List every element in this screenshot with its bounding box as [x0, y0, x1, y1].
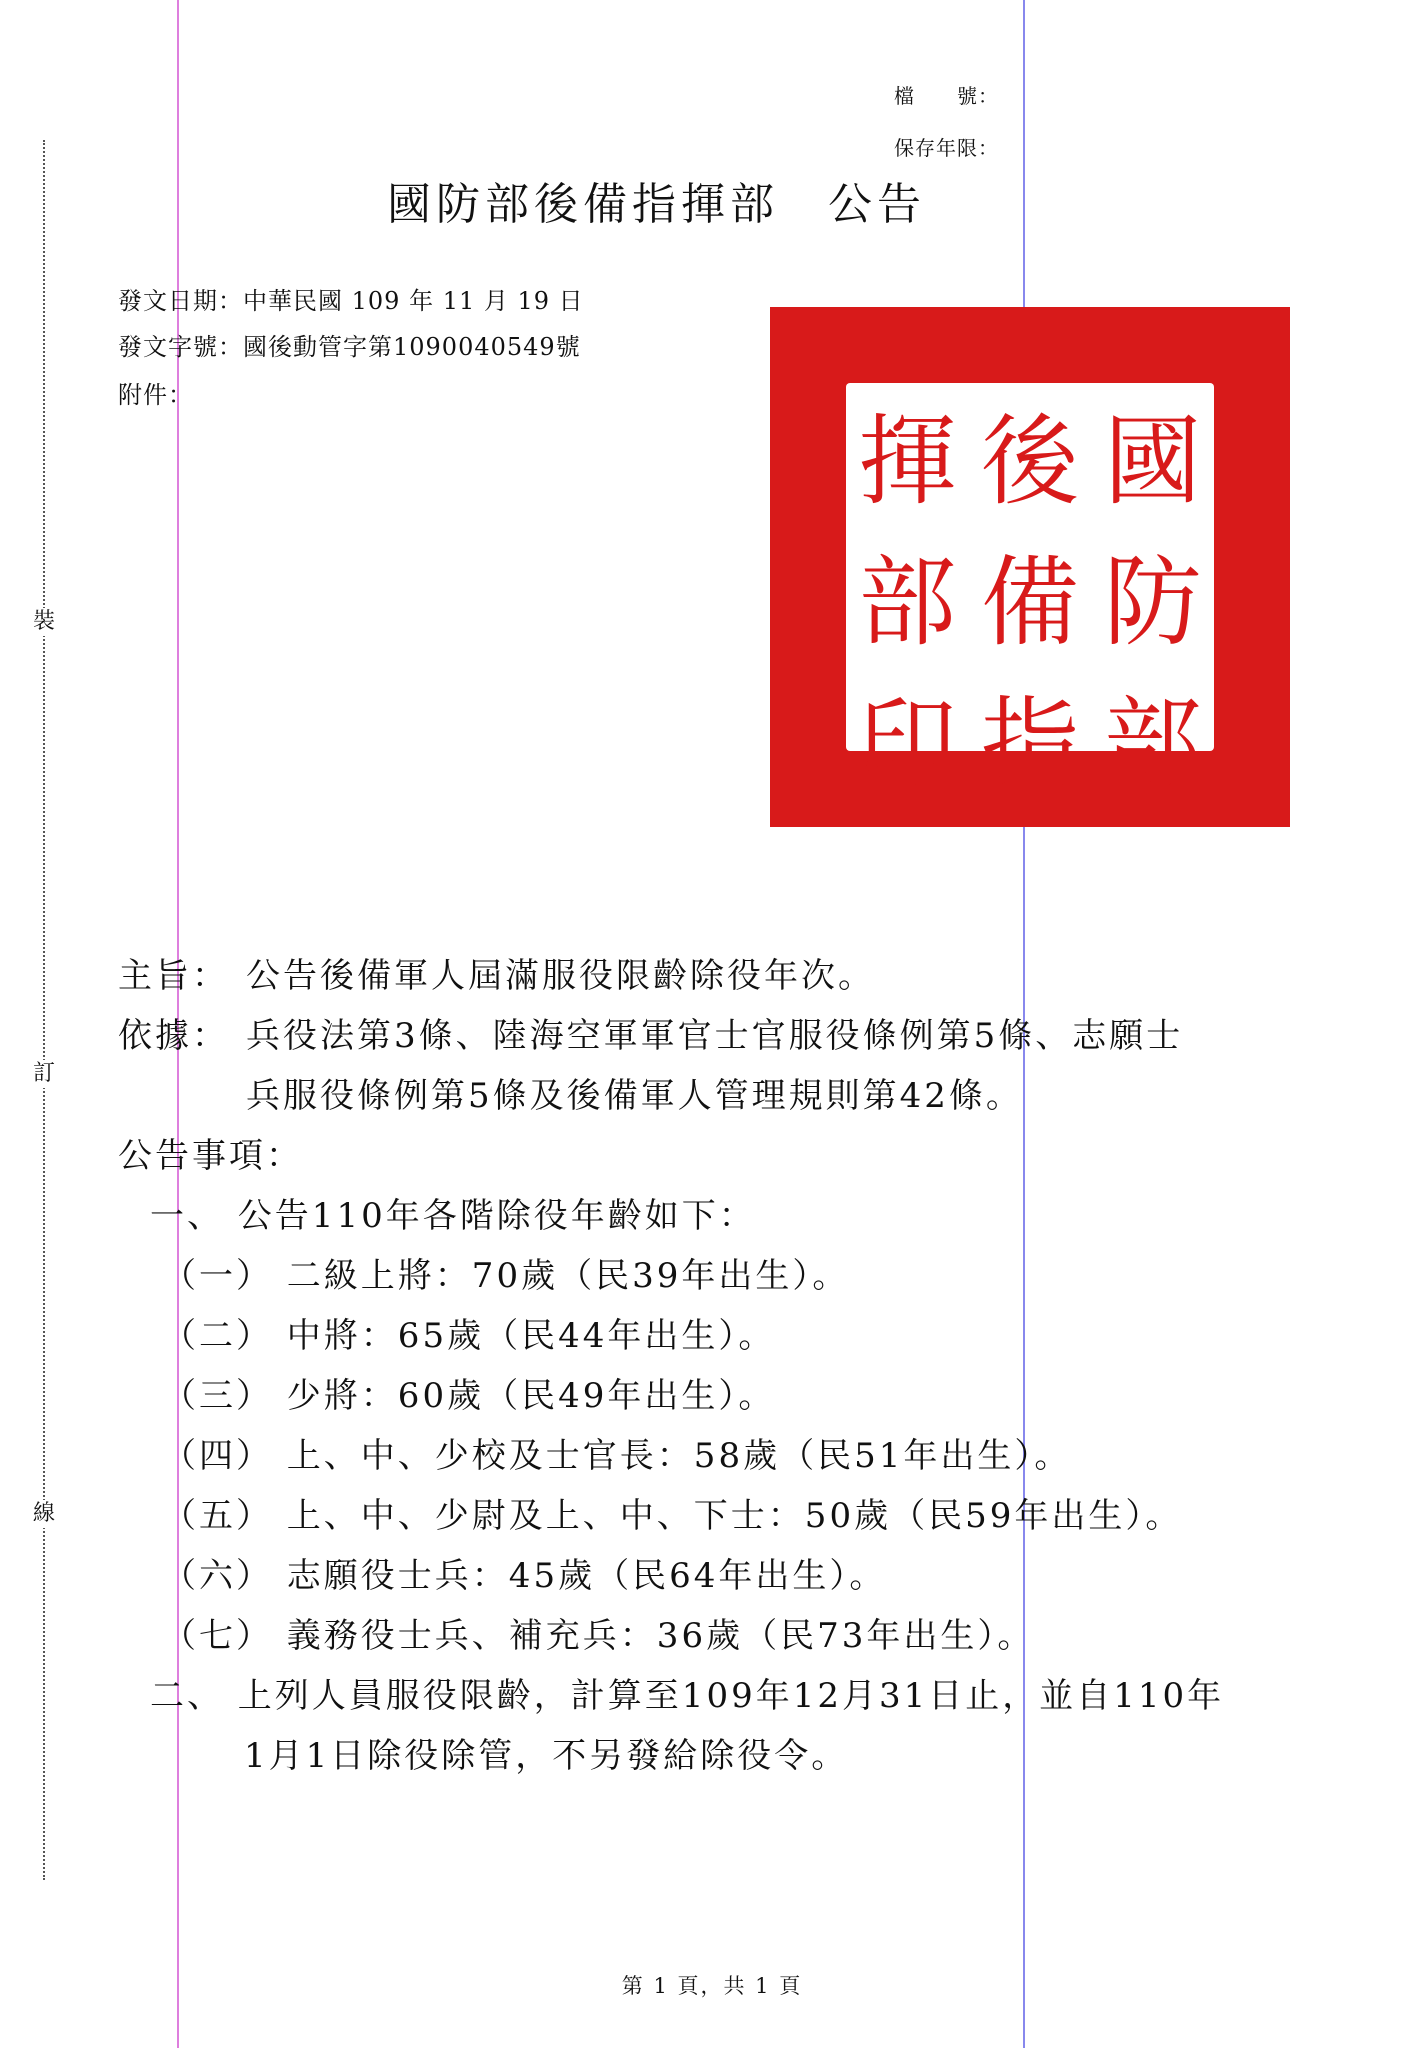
sub-item-6: （六） 志願役士兵：45歲（民64年出生）。: [162, 1556, 887, 1596]
seal-characters: [846, 383, 1214, 801]
seal-char: 印: [858, 687, 957, 801]
seal-inner-field: [846, 383, 1214, 801]
sub-item-3: （三） 少將：60歲（民49年出生）。: [162, 1376, 776, 1416]
seal-char: 備: [981, 546, 1080, 660]
attachment-label: 附件：: [118, 381, 193, 409]
item-one: 一、 公告110年各階除役年齡如下：: [150, 1196, 756, 1236]
seal-char: 揮: [858, 405, 957, 519]
sub-item-1: （一） 二級上將：70歲（民39年出生）。: [162, 1256, 850, 1296]
sub-item-2: （二） 中將：65歲（民44年出生）。: [162, 1316, 776, 1356]
seal-char: 部: [1103, 687, 1202, 801]
basis-text-line2: 兵服役條例第5條及後備軍人管理規則第42條。: [246, 1076, 1023, 1116]
binding-char-ding: 訂: [30, 1060, 58, 1088]
sub-item-7: （七） 義務役士兵、補充兵：36歲（民73年出生）。: [162, 1616, 1035, 1656]
basis-text-line1: 兵役法第3條、陸海空軍軍官士官服役條例第5條、志願士: [246, 1016, 1184, 1056]
subject-text: 公告後備軍人屆滿服役限齡除役年次。: [246, 956, 875, 996]
sub-item-5: （五） 上、中、少尉及上、中、下士：50歲（民59年出生）。: [162, 1496, 1183, 1536]
document-number: 發文字號：國後動管字第1090040549號: [118, 333, 581, 361]
seal-char: 部: [858, 546, 957, 660]
basis-row: [118, 1008, 1183, 1057]
subject-label: 主旨：: [118, 956, 229, 996]
seal-char: 後: [981, 405, 1080, 519]
page-number: 第 1 頁，共 1 頁: [621, 1974, 803, 1998]
basis-label: 依據：: [118, 1016, 229, 1056]
seal-char: 指: [981, 687, 1080, 801]
binding-char-zhuang: 裝: [30, 608, 58, 636]
issue-date: 發文日期：中華民國 109 年 11 月 19 日: [118, 287, 584, 315]
document-title: 國防部後備指揮部 公告: [387, 179, 926, 230]
item-two-line2: 1月1日除役除管，不另發給除役令。: [244, 1736, 849, 1776]
retention-period-label: 保存年限：: [894, 136, 999, 160]
seal-char: 防: [1103, 546, 1202, 660]
binding-margin-line: [43, 140, 45, 1880]
announcement-items-label: 公告事項：: [118, 1136, 303, 1176]
sub-item-4: （四） 上、中、少校及士官長：58歲（民51年出生）。: [162, 1436, 1072, 1476]
subject-row: [118, 948, 875, 997]
item-two-line1: 二、 上列人員服役限齡，計算至109年12月31日止，並自110年: [150, 1676, 1225, 1716]
file-number-label: 檔 號：: [894, 84, 999, 108]
seal-char: 國: [1103, 405, 1202, 519]
binding-char-xian: 線: [30, 1500, 58, 1528]
official-seal: [770, 307, 1290, 827]
